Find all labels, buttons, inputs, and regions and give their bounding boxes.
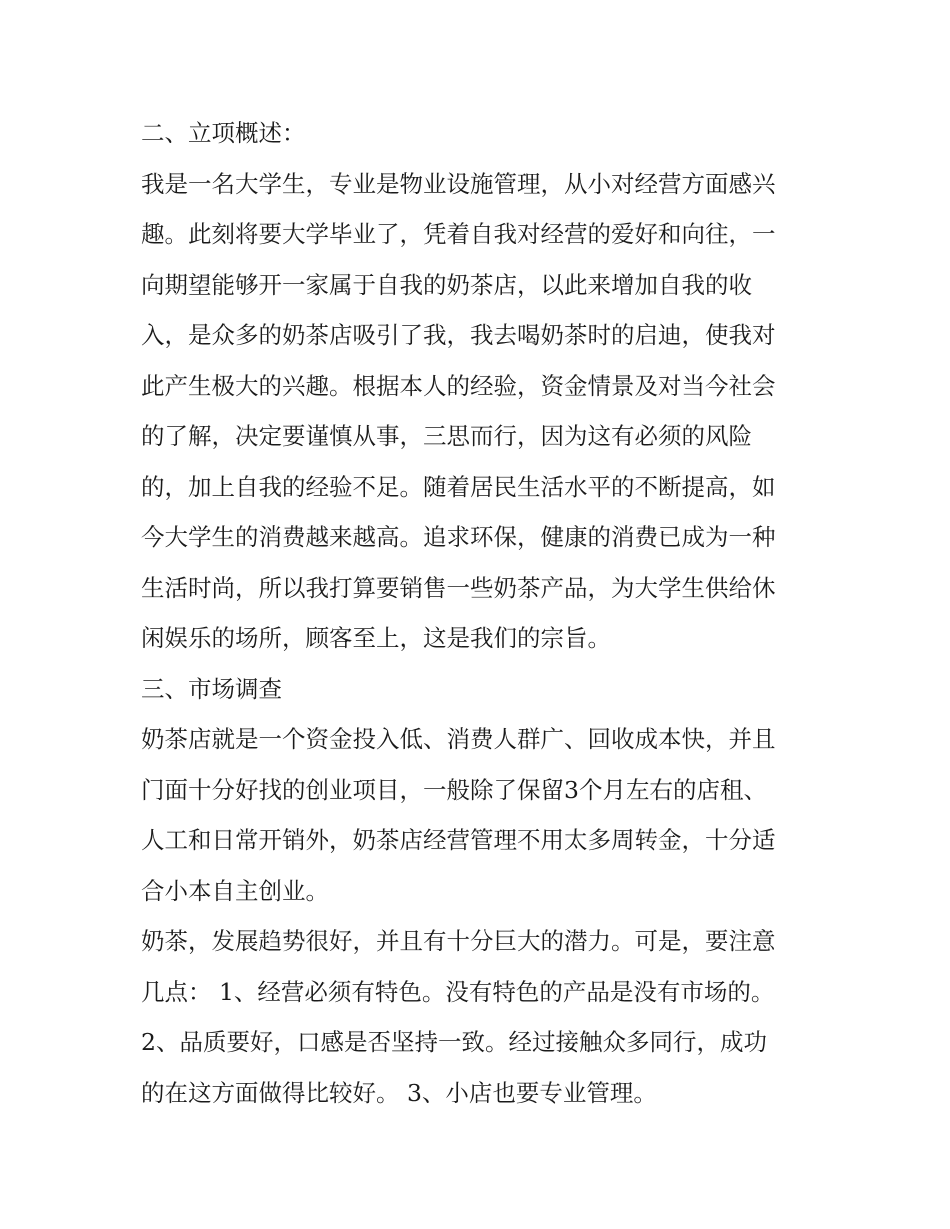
section-heading-project-overview: 二、立项概述： [141,119,306,147]
paragraph-line: 奶茶店就是一个资金投入低、消费人群广、回收成本快，并且 [141,725,776,753]
paragraph-line: 入，是众多的奶茶店吸引了我，我去喝奶茶时的启迪，使我对 [141,321,776,349]
paragraph-line: 门面十分好找的创业项目，一般除了保留3个月左右的店租、 [141,775,767,804]
paragraph-line: 的了解，决定要谨慎从事，三思而行，因为这有必须的风险 [141,422,752,450]
paragraph-line: 闲娱乐的场所，顾客至上，这是我们的宗旨。 [141,624,611,652]
section-heading-market-survey: 三、市场调查 [141,674,282,703]
paragraph-line: 趣。此刻将要大学毕业了，凭着自我对经营的爱好和向往，一 [141,220,776,248]
paragraph-line: 几点： 1、经营必须有特色。没有特色的产品是没有市场的。 [141,977,775,1006]
paragraph-line: 的在这方面做得比较好。 3、小店也要专业管理。 [141,1078,657,1107]
paragraph-line: 我是一名大学生，专业是物业设施管理，从小对经营方面感兴 [141,169,776,198]
paragraph-line: 向期望能够开一家属于自我的奶茶店，以此来增加自我的收 [141,270,752,299]
paragraph-line: 今大学生的消费越来越高。追求环保，健康的消费已成为一种 [141,523,776,551]
document-page [141,108,813,1118]
paragraph-line: 的，加上自我的经验不足。随着居民生活水平的不断提高，如 [141,472,776,501]
paragraph-line: 人工和日常开销外，奶茶店经营管理不用太多周转金，十分适 [141,826,776,854]
paragraph-line: 合小本自主创业。 [141,876,329,905]
paragraph-line: 2、品质要好，口感是否坚持一致。经过接触众多同行，成功 [141,1028,767,1056]
paragraph-line: 奶茶，发展趋势很好，并且有十分巨大的潜力。可是，要注意 [141,927,776,955]
paragraph-line: 生活时尚，所以我打算要销售一些奶茶产品，为大学生供给休 [141,573,776,602]
paragraph-line: 此产生极大的兴趣。根据本人的经验，资金情景及对当今社会 [141,371,776,400]
